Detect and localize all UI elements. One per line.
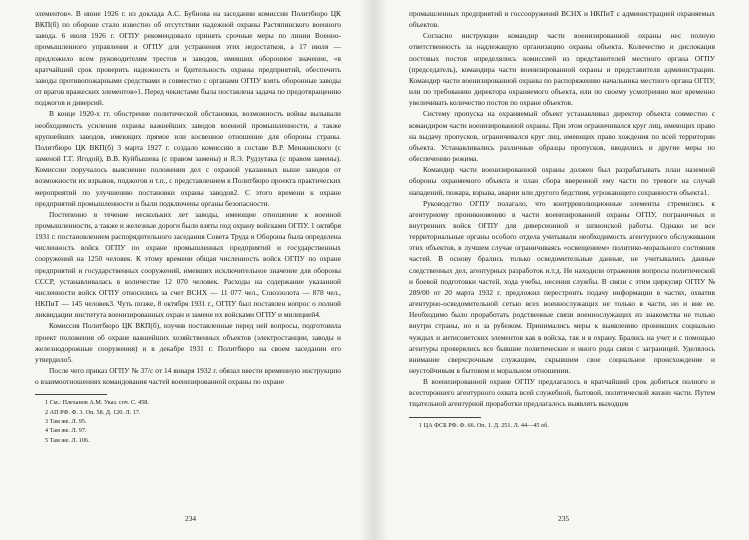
left-page bbox=[0, 0, 374, 540]
page-number: 235 bbox=[558, 514, 570, 523]
right-page bbox=[374, 0, 749, 540]
left-page-text bbox=[35, 8, 341, 445]
paragraph: В военизированной охране ОГПУ предлагалось в кратчайший срок добиться полного и всестороннего агентурного охвата всей служебной, бытовой, политической жизни части. Путем тщательной агентурной проработки предлагалось выявлять выходцев bbox=[409, 377, 715, 409]
footnote: 4 Там же. Л. 97. bbox=[45, 427, 87, 435]
paragraph: Согласно инструкции командир части военизированной охраны нес полную ответственность за надлежащую организацию охраны объекта. Количество и дислокация постовых постов определялись комиссией из представителей местного органа ОГПУ (председатель), командира части военизированной охраны и представителя администрации. Командир части военизированной охраны по распоряжению начальника местного органа ОГПУ, или по требованию директора охраняемого объекта, или по своему усмотрению мог временно увеличивать количество постов по охране объектов. bbox=[409, 31, 715, 108]
paragraph: Систему пропуска на охраняемый объект устанавливал директор объекта совместно с командиром части военизированной охраны. При этом ограничивался круг лиц, имеющих право на выдачу пропусков, ограничивался круг лиц, имеющих право хождения по всей территории объекта. Устанавливались различные образцы пропусков, вводились и другие меры по обеспечению режима. bbox=[409, 109, 715, 164]
footnote-divider bbox=[409, 417, 481, 418]
right-page-text bbox=[409, 8, 715, 430]
footnote: 1 ЦА ФСБ РФ. Ф. 66. Оп. 1. Д. 251. Л. 44—45 об. bbox=[419, 421, 549, 429]
footnote-divider bbox=[35, 394, 107, 395]
paragraph: Комиссия Политбюро ЦК ВКП(б), изучив поставленные перед ней вопросы, подготовила проект положения об охране важнейших хозяйственных объектов (электростанции, заводы и железнодорожные сооружения) и в декабре 1931 г. Политбюро на своем заседании его утвердило5. bbox=[35, 321, 341, 364]
page-number: 234 bbox=[185, 514, 197, 523]
footnote: 5 Там же. Л. 106. bbox=[45, 436, 90, 444]
footnote: 2 АП РФ. Ф. 3. Оп. 58. Д. 120. Л. 17. bbox=[45, 408, 141, 416]
paragraph: После чего приказ ОГПУ № 37/с от 14 января 1932 г. обязал ввести временную инструкцию о взаимоотношениях командования частей военизированной охраны по охране bbox=[35, 366, 341, 387]
footnotes bbox=[35, 398, 341, 444]
paragraph: Руководство ОГПУ полагало, что контрреволюционные элементы стремились к агентурному проникновению в части военизированной охраны ОГПУ, пограничных и внутренних войск ОГПУ для диверсионной и шпионской работы. Однако не все территориальные органы особого отдела учитывали необходимость агентурного обслуживания этих объектов, в лучшем случае ограничиваясь «освещением» политико-морального состояния частей. В основу брались только осведомительные данные, не учитывались данные следственных дел, агентурных разработок и.т.д. Не находили отражения вопросы политической и боевой подготовки частей, хода учебы, несения службы. В связи с этим циркуляр ОГПУ № 289/00 от 20 марта 1932 г. предложил перестроить подачу информации в частях, охватив агентурно-осведомительной сетью всех военнослужащих не только в части, но и вне ее. Необходимо было проработать родственные связи военнослужащих из знакомства не только внутри страны, но и за рубежом. Принимались меры к выявлению проникших социально чуждых и антисоветских элементов как в войска, так и в охрану. Брались на учет и с помощью агентуры проверялись все бывшие политические и иного рода связи с заграницей. Уделялось внимание сверхсрочным служащим, скрывшим свое социальное происхождение и неустойчивым в бытовом и моральном отношении. bbox=[409, 198, 715, 375]
paragraph: элементов». В июне 1926 г. из доклада А.С. Бубнова на заседании комиссии Политбюро ЦК ВКП(б) по обороне стало известно об отсутствии надежной охраны Растяпинского военного завода. 6 июля 1926 г. ОГПУ рекомендовало принять срочные меры по линии Военно-промышленного управления и ОГПУ для устранения этих недостатков, а 17 июля — предложило всем руководителям трестов и заводов, имевших оборонное значение, «в кратчайший срок проверить надежность и бдительность охраны предприятий, обеспечить заводы противопожарными средствами и совместно с органами ОГПУ взять оборонные заводы от врагов вражеских элементов»1. Перед чекистами была поставлена задача по предотвращению поджогов и диверсий. bbox=[35, 9, 341, 108]
footnotes bbox=[409, 421, 715, 430]
paragraph: Командир части военизированной охраны должен был разрабатывать план наземной обороны охраняемого объекта и план сбора вверенной ему части по тревоге на случай нападений, пожара, взрыва, аварии или другого бедствия, угрожающего сохранности объекта1. bbox=[409, 165, 715, 197]
paragraph: промышленных предприятий и госсооружений ВСНХ и НКПиТ с администрацией охраняемых объектов. bbox=[409, 9, 715, 30]
footnote: 3 Там же. Л. 95. bbox=[45, 417, 87, 425]
paragraph: В конце 1920-х гг. обострение политической обстановки, возможность войны вызывали необходимость усиления охраны важнейших заводов военной промышленности, а также крупнейших заводов, имеющих прямое или косвенное отношение для обороны страны. Политбюро ЦК ВКП(б) 3 марта 1927 г. создало комиссию в составе В.Р. Менжинского (с заменой Г.Г. Ягодой), В.В. Куйбышева (с правом замены) и Я.Э. Рудзутака (с правом замены). Комиссии поручалось выяснение положения дел с охраной указанных выше заводов от возможности их взрывов, поджогов и т.п., с представлением в Политбюро проекта практических мероприятий по улучшению постановки охраны заводов2. С этого времени к охране предприятий промышленности и были подключены органы безопасности. bbox=[35, 109, 341, 208]
footnote: 1 См.: Плеханов А.М. Указ. соч. С. 458. bbox=[45, 399, 149, 407]
paragraph: Постепенно в течение нескольких лет заводы, имеющие отношение к военной промышленности, а также и железные дороги были взяты под охрану войсками ОГПУ. 1 октября 1931 г. постановлением распорядительного заседания Совета Труда и Обороны была определена численность войск ОГПУ по охране промышленных предприятий и государственных сооружений на 1250 человек. К этому времени общая численность войск ОГПУ по охране предприятий и государственных сооружений, имевших исключительное значение для обороны СССР, устанавливалась в количестве 12 070 человек. Расходы на содержание указанной численности войск ОГПУ относились за счет ВСНХ — 11 077 чел., Союззолота — 878 чел., НКПиТ — 145 человек3. Чуть позже, 8 октября 1931 г., ОГПУ был поставлен вопрос о полной ликвидации института военизированных охран и замене их войсками ОГПУ и милицией4. bbox=[35, 209, 341, 320]
